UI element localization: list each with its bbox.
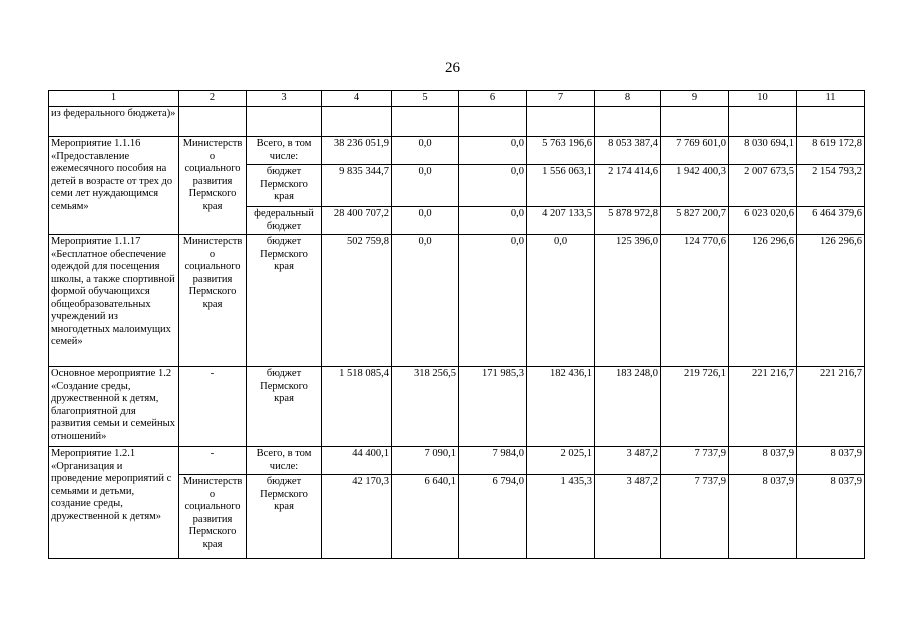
value-cell: 38 236 051,9 bbox=[322, 137, 392, 165]
header-cell: 2 bbox=[179, 91, 247, 107]
value-cell: 2 025,1 bbox=[527, 447, 595, 475]
executor-cell: - bbox=[179, 367, 247, 447]
funding-source: бюджет Пермского края bbox=[247, 367, 322, 447]
value-cell: 0,0 bbox=[392, 207, 459, 235]
value-cell: 171 985,3 bbox=[459, 367, 527, 447]
value-cell: 182 436,1 bbox=[527, 367, 595, 447]
measure-name: Мероприятие 1.1.17 «Бесплатное обеспечение одеждой для посещения школы, а также спортивной формой обучающихся общеобразовательных учреждений из многодетных малоимущих семей» bbox=[49, 235, 179, 367]
funding-source: бюджет Пермского края bbox=[247, 165, 322, 207]
value-cell: 8 037,9 bbox=[729, 447, 797, 475]
value-cell: 126 296,6 bbox=[729, 235, 797, 367]
empty-cell bbox=[527, 107, 595, 137]
executor-cell: Министерство социального развития Пермского края bbox=[179, 137, 247, 235]
table-row bbox=[49, 107, 865, 137]
value-cell: 0,0 bbox=[459, 165, 527, 207]
table-row bbox=[49, 447, 865, 475]
value-cell: 0,0 bbox=[459, 137, 527, 165]
value-cell: 7 737,9 bbox=[661, 475, 729, 559]
measure-name: Мероприятие 1.1.16 «Предоставление ежемесячного пособия на детей в возрасте от трех до семи лет нуждающимся семьям» bbox=[49, 137, 179, 235]
value-cell: 6 794,0 bbox=[459, 475, 527, 559]
value-cell: 0,0 bbox=[392, 137, 459, 165]
header-cell: 7 bbox=[527, 91, 595, 107]
empty-cell bbox=[595, 107, 661, 137]
value-cell: 502 759,8 bbox=[322, 235, 392, 367]
header-cell: 10 bbox=[729, 91, 797, 107]
funding-source: бюджет Пермского края bbox=[247, 475, 322, 559]
value-cell: 0,0 bbox=[527, 235, 595, 367]
empty-cell bbox=[247, 107, 322, 137]
value-cell: 9 835 344,7 bbox=[322, 165, 392, 207]
value-cell: 2 154 793,2 bbox=[797, 165, 865, 207]
executor-cell: - bbox=[179, 447, 247, 475]
value-cell: 125 396,0 bbox=[595, 235, 661, 367]
table-header-row bbox=[49, 91, 865, 107]
budget-table bbox=[48, 90, 865, 559]
measure-name: из федерального бюджета)» bbox=[49, 107, 179, 137]
value-cell: 183 248,0 bbox=[595, 367, 661, 447]
empty-cell bbox=[797, 107, 865, 137]
header-cell: 1 bbox=[49, 91, 179, 107]
value-cell: 8 053 387,4 bbox=[595, 137, 661, 165]
value-cell: 126 296,6 bbox=[797, 235, 865, 367]
empty-cell bbox=[729, 107, 797, 137]
value-cell: 3 487,2 bbox=[595, 475, 661, 559]
header-cell: 4 bbox=[322, 91, 392, 107]
value-cell: 221 216,7 bbox=[729, 367, 797, 447]
value-cell: 0,0 bbox=[392, 235, 459, 367]
value-cell: 1 518 085,4 bbox=[322, 367, 392, 447]
executor-cell: Министерство социального развития Пермского края bbox=[179, 475, 247, 559]
empty-cell bbox=[661, 107, 729, 137]
value-cell: 0,0 bbox=[459, 207, 527, 235]
header-cell: 8 bbox=[595, 91, 661, 107]
value-cell: 6 464 379,6 bbox=[797, 207, 865, 235]
value-cell: 7 984,0 bbox=[459, 447, 527, 475]
value-cell: 1 556 063,1 bbox=[527, 165, 595, 207]
value-cell: 5 827 200,7 bbox=[661, 207, 729, 235]
value-cell: 5 763 196,6 bbox=[527, 137, 595, 165]
value-cell: 44 400,1 bbox=[322, 447, 392, 475]
value-cell: 2 007 673,5 bbox=[729, 165, 797, 207]
value-cell: 124 770,6 bbox=[661, 235, 729, 367]
value-cell: 2 174 414,6 bbox=[595, 165, 661, 207]
value-cell: 219 726,1 bbox=[661, 367, 729, 447]
value-cell: 8 037,9 bbox=[797, 475, 865, 559]
header-cell: 3 bbox=[247, 91, 322, 107]
value-cell: 0,0 bbox=[392, 165, 459, 207]
empty-cell bbox=[392, 107, 459, 137]
funding-source: Всего, в том числе: bbox=[247, 447, 322, 475]
value-cell: 8 037,9 bbox=[797, 447, 865, 475]
table-row bbox=[49, 235, 865, 367]
funding-source: бюджет Пермского края bbox=[247, 235, 322, 367]
funding-source: федеральный бюджет bbox=[247, 207, 322, 235]
empty-cell bbox=[322, 107, 392, 137]
header-cell: 5 bbox=[392, 91, 459, 107]
table-row bbox=[49, 137, 865, 165]
value-cell: 7 090,1 bbox=[392, 447, 459, 475]
value-cell: 8 037,9 bbox=[729, 475, 797, 559]
executor-cell: Министерство социального развития Пермского края bbox=[179, 235, 247, 367]
value-cell: 6 023 020,6 bbox=[729, 207, 797, 235]
value-cell: 8 619 172,8 bbox=[797, 137, 865, 165]
value-cell: 4 207 133,5 bbox=[527, 207, 595, 235]
header-cell: 9 bbox=[661, 91, 729, 107]
value-cell: 1 435,3 bbox=[527, 475, 595, 559]
header-cell: 11 bbox=[797, 91, 865, 107]
value-cell: 1 942 400,3 bbox=[661, 165, 729, 207]
header-cell: 6 bbox=[459, 91, 527, 107]
empty-cell bbox=[459, 107, 527, 137]
page-number: 26 bbox=[445, 60, 460, 76]
funding-source: Всего, в том числе: bbox=[247, 137, 322, 165]
value-cell: 28 400 707,2 bbox=[322, 207, 392, 235]
value-cell: 42 170,3 bbox=[322, 475, 392, 559]
value-cell: 7 737,9 bbox=[661, 447, 729, 475]
value-cell: 5 878 972,8 bbox=[595, 207, 661, 235]
value-cell: 8 030 694,1 bbox=[729, 137, 797, 165]
value-cell: 0,0 bbox=[459, 235, 527, 367]
value-cell: 318 256,5 bbox=[392, 367, 459, 447]
measure-name: Основное мероприятие 1.2 «Создание среды, дружественной к детям, благоприятной для развития семьи и семейных отношений» bbox=[49, 367, 179, 447]
empty-cell bbox=[179, 107, 247, 137]
value-cell: 221 216,7 bbox=[797, 367, 865, 447]
value-cell: 7 769 601,0 bbox=[661, 137, 729, 165]
table-row bbox=[49, 367, 865, 447]
value-cell: 3 487,2 bbox=[595, 447, 661, 475]
value-cell: 6 640,1 bbox=[392, 475, 459, 559]
measure-name: Мероприятие 1.2.1 «Организация и проведение мероприятий с семьями и детьми, создание среды, дружественной к детям» bbox=[49, 447, 179, 559]
